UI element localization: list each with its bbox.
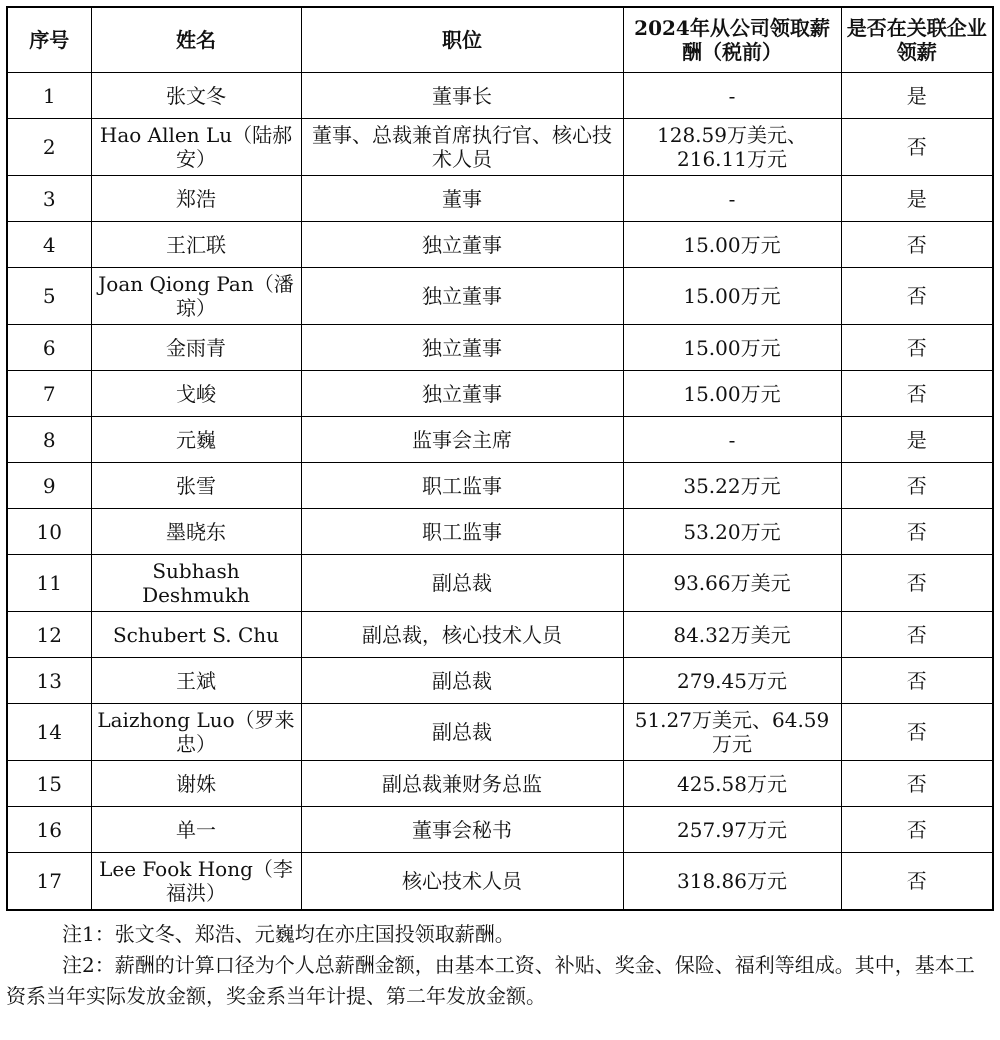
note-1: 注1：张文冬、郑浩、元巍均在亦庄国投领取薪酬。 bbox=[62, 922, 515, 946]
cell-name: 张文冬 bbox=[91, 73, 301, 119]
cell-position: 独立董事 bbox=[301, 268, 623, 325]
cell-index: 11 bbox=[7, 555, 91, 612]
cell-index: 6 bbox=[7, 325, 91, 371]
cell-salary: 128.59万美元、216.11万元 bbox=[623, 119, 841, 176]
cell-index: 9 bbox=[7, 463, 91, 509]
cell-index: 14 bbox=[7, 704, 91, 761]
header-salary: 2024年从公司领取薪酬（税前） bbox=[623, 7, 841, 73]
cell-salary: 15.00万元 bbox=[623, 371, 841, 417]
cell-name: Laizhong Luo（罗来忠） bbox=[91, 704, 301, 761]
table-row bbox=[7, 222, 993, 268]
note-2: 注2：薪酬的计算口径为个人总薪酬金额，由基本工资、补贴、奖金、保险、福利等组成。其中，基本工资系当年实际发放金额，奖金系当年计提、第二年发放金额。 bbox=[6, 953, 975, 1008]
cell-affiliate: 否 bbox=[841, 612, 993, 658]
cell-position: 副总裁，核心技术人员 bbox=[301, 612, 623, 658]
cell-name: Lee Fook Hong（李福洪） bbox=[91, 853, 301, 911]
cell-salary: 425.58万元 bbox=[623, 761, 841, 807]
cell-affiliate: 否 bbox=[841, 463, 993, 509]
table-row bbox=[7, 658, 993, 704]
cell-name: Hao Allen Lu（陆郝安） bbox=[91, 119, 301, 176]
cell-index: 2 bbox=[7, 119, 91, 176]
cell-salary: - bbox=[623, 73, 841, 119]
cell-index: 15 bbox=[7, 761, 91, 807]
table-row bbox=[7, 119, 993, 176]
cell-name: 谢姝 bbox=[91, 761, 301, 807]
cell-index: 12 bbox=[7, 612, 91, 658]
table-body bbox=[7, 73, 993, 911]
cell-position: 董事、总裁兼首席执行官、核心技术人员 bbox=[301, 119, 623, 176]
cell-affiliate: 否 bbox=[841, 222, 993, 268]
table-row bbox=[7, 268, 993, 325]
cell-name: 张雪 bbox=[91, 463, 301, 509]
cell-affiliate: 否 bbox=[841, 119, 993, 176]
cell-salary: 15.00万元 bbox=[623, 325, 841, 371]
cell-salary: 15.00万元 bbox=[623, 222, 841, 268]
table-row bbox=[7, 853, 993, 911]
cell-name: 元巍 bbox=[91, 417, 301, 463]
cell-position: 职工监事 bbox=[301, 463, 623, 509]
table-header-row bbox=[7, 7, 993, 73]
cell-name: Subhash Deshmukh bbox=[91, 555, 301, 612]
table-row bbox=[7, 807, 993, 853]
cell-affiliate: 否 bbox=[841, 325, 993, 371]
cell-name: 墨晓东 bbox=[91, 509, 301, 555]
cell-name: 郑浩 bbox=[91, 176, 301, 222]
cell-salary: 15.00万元 bbox=[623, 268, 841, 325]
cell-name: 单一 bbox=[91, 807, 301, 853]
cell-affiliate: 否 bbox=[841, 268, 993, 325]
table-row bbox=[7, 509, 993, 555]
cell-position: 监事会主席 bbox=[301, 417, 623, 463]
cell-index: 16 bbox=[7, 807, 91, 853]
table-row bbox=[7, 612, 993, 658]
cell-salary: 35.22万元 bbox=[623, 463, 841, 509]
cell-position: 董事长 bbox=[301, 73, 623, 119]
cell-salary: 279.45万元 bbox=[623, 658, 841, 704]
table-row bbox=[7, 371, 993, 417]
cell-name: Joan Qiong Pan（潘琼） bbox=[91, 268, 301, 325]
table-row bbox=[7, 761, 993, 807]
cell-position: 核心技术人员 bbox=[301, 853, 623, 911]
cell-affiliate: 否 bbox=[841, 704, 993, 761]
cell-index: 5 bbox=[7, 268, 91, 325]
cell-name: 金雨青 bbox=[91, 325, 301, 371]
table-row bbox=[7, 325, 993, 371]
header-name: 姓名 bbox=[91, 7, 301, 73]
cell-position: 副总裁 bbox=[301, 704, 623, 761]
cell-index: 3 bbox=[7, 176, 91, 222]
cell-position: 副总裁兼财务总监 bbox=[301, 761, 623, 807]
cell-affiliate: 是 bbox=[841, 73, 993, 119]
cell-salary: - bbox=[623, 417, 841, 463]
notes-section bbox=[6, 919, 992, 1012]
cell-index: 1 bbox=[7, 73, 91, 119]
cell-salary: 318.86万元 bbox=[623, 853, 841, 911]
cell-position: 副总裁 bbox=[301, 555, 623, 612]
cell-index: 10 bbox=[7, 509, 91, 555]
table-row bbox=[7, 555, 993, 612]
cell-affiliate: 否 bbox=[841, 555, 993, 612]
cell-name: Schubert S. Chu bbox=[91, 612, 301, 658]
cell-affiliate: 否 bbox=[841, 371, 993, 417]
cell-salary: 51.27万美元、64.59万元 bbox=[623, 704, 841, 761]
cell-name: 王斌 bbox=[91, 658, 301, 704]
cell-affiliate: 否 bbox=[841, 761, 993, 807]
cell-position: 独立董事 bbox=[301, 222, 623, 268]
cell-position: 董事 bbox=[301, 176, 623, 222]
cell-affiliate: 否 bbox=[841, 807, 993, 853]
cell-salary: - bbox=[623, 176, 841, 222]
cell-affiliate: 是 bbox=[841, 176, 993, 222]
compensation-table bbox=[6, 6, 994, 911]
cell-position: 独立董事 bbox=[301, 371, 623, 417]
table-row bbox=[7, 417, 993, 463]
cell-affiliate: 否 bbox=[841, 658, 993, 704]
cell-position: 董事会秘书 bbox=[301, 807, 623, 853]
header-affiliate: 是否在关联企业领薪 bbox=[841, 7, 993, 73]
cell-salary: 93.66万美元 bbox=[623, 555, 841, 612]
cell-name: 王汇联 bbox=[91, 222, 301, 268]
header-position: 职位 bbox=[301, 7, 623, 73]
cell-index: 13 bbox=[7, 658, 91, 704]
table-row bbox=[7, 704, 993, 761]
cell-salary: 257.97万元 bbox=[623, 807, 841, 853]
cell-name: 戈峻 bbox=[91, 371, 301, 417]
cell-index: 7 bbox=[7, 371, 91, 417]
table-row bbox=[7, 73, 993, 119]
cell-index: 8 bbox=[7, 417, 91, 463]
cell-affiliate: 否 bbox=[841, 509, 993, 555]
cell-index: 17 bbox=[7, 853, 91, 911]
cell-position: 副总裁 bbox=[301, 658, 623, 704]
cell-position: 独立董事 bbox=[301, 325, 623, 371]
header-index: 序号 bbox=[7, 7, 91, 73]
cell-salary: 53.20万元 bbox=[623, 509, 841, 555]
table-row bbox=[7, 176, 993, 222]
table-row bbox=[7, 463, 993, 509]
cell-index: 4 bbox=[7, 222, 91, 268]
cell-salary: 84.32万美元 bbox=[623, 612, 841, 658]
cell-affiliate: 是 bbox=[841, 417, 993, 463]
cell-affiliate: 否 bbox=[841, 853, 993, 911]
cell-position: 职工监事 bbox=[301, 509, 623, 555]
